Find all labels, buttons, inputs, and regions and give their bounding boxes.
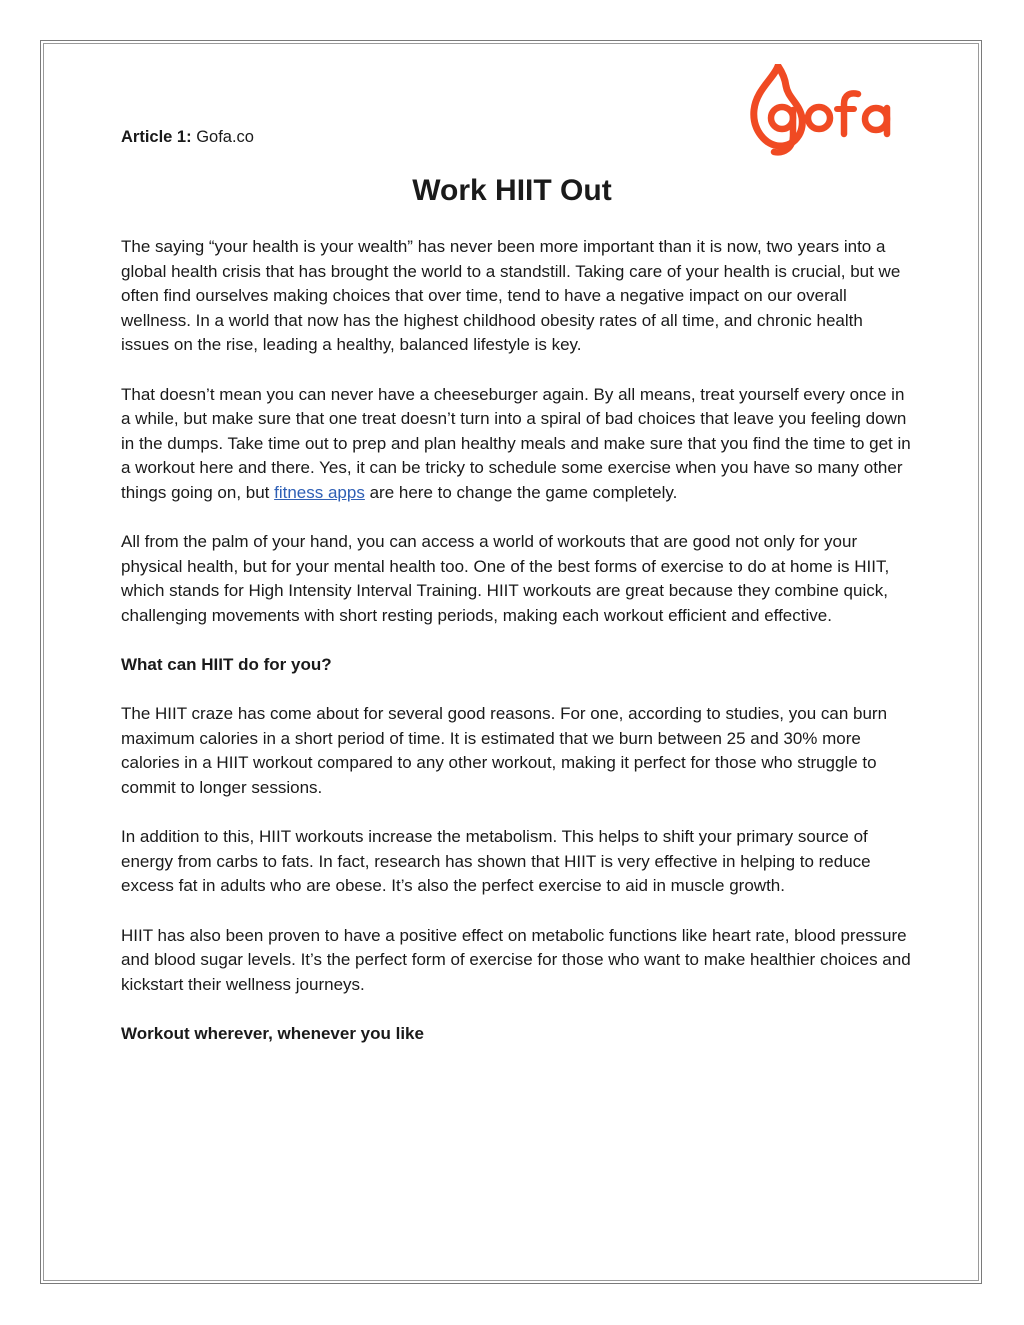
fitness-apps-link[interactable]: fitness apps [274,482,365,502]
section-heading-workout-wherever: Workout wherever, whenever you like [121,1024,424,1043]
paragraph-text: are here to change the game completely. [364,482,678,502]
article-body [121,235,911,1071]
section-heading-what-can-hiit-do: What can HIIT do for you? [121,655,332,675]
paragraph-text: That doesn’t mean you can never have a cheeseburger again. By all means, treat yourself every once in a while, but make sure that one treat doesn’t turn into a spiral of bad choices that leave you feeling down in the dumps. Take time out to prep and plan healthy meals and make sure that you find the time to get in a workout here and there. Yes, it can be tricky to schedule some exercise when you have so many other things going on, but [121,384,911,502]
article-number: Article 1: [121,128,192,146]
article-source: Gofa.co [196,128,254,146]
paragraph-metabolic-functions: HIIT has also been proven to have a positive effect on metabolic functions like heart rate, blood pressure and blood sugar levels. It’s the perfect form of exercise for those who want to make healthier choices and kickstart their wellness journeys. [121,925,911,994]
gofa-logo [748,64,906,156]
article-label [121,126,254,148]
paragraph-cheeseburger [121,383,911,506]
paragraph-intro: The saying “your health is your wealth” has never been more important than it is now, two years into a global health crisis that has brought the world to a standstill. Taking care of your health is crucial, but we often find ourselves making choices that over time, tend to have a negative impact on our overall wellness. In a world that now has the highest childhood obesity rates of all time, and chronic health issues on the rise, leading a healthy, balanced lifestyle is key. [121,237,901,355]
paragraph-hiit-craze: The HIIT craze has come about for several good reasons. For one, according to studies, you can burn maximum calories in a short period of time. It is estimated that we burn between 25 and 30% more calories in a HIIT workout compared to any other workout, making it perfect for those who struggle to commit to longer sessions. [121,704,888,798]
paragraph-metabolism: In addition to this, HIIT workouts increase the metabolism. This helps to shift your primary source of energy from carbs to fats. In fact, research has shown that HIIT is very effective in helping to reduce excess fat in adults who are obese. It’s also the perfect exercise to aid in muscle growth. [121,827,871,896]
paragraph-palm-of-hand: All from the palm of your hand, you can access a world of workouts that are good not only for your physical health, but for your mental health too. One of the best forms of exercise to do at home is HIIT, which stands for High Intensity Interval Training. HIIT workouts are great because they combine quick, challenging movements with short resting periods, making each workout efficient and effective. [121,532,890,625]
page-title: Work HIIT Out [412,174,612,207]
